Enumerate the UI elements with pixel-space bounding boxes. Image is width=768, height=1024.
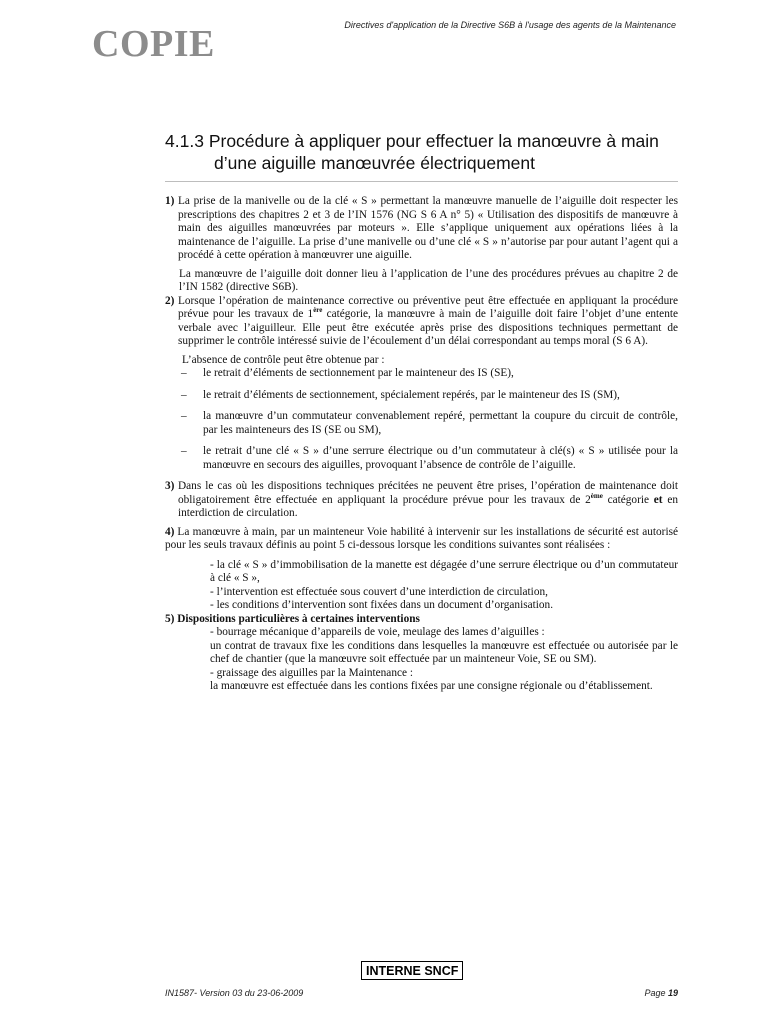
item-5-heading: 5) Dispositions particulières à certaines interventions [165, 612, 420, 625]
item-5-sub2: - graissage des aiguilles par la Maintenance : [210, 666, 413, 679]
item-1-text: La prise de la manivelle ou de la clé « S » permettant la manœuvre manuelle de l’aiguille doit respecter les prescriptions des chapitres 2 et 3 de l’IN 1576 (NG S 6 A n° 5) « Utilisation des dispositifs de manœuvre à main des aiguilles manœuvrées par moteurs ». Elle s’applique uniquement aux opérations liées à la maintenance de l’aiguille. La prise d’une manivelle ou d’une clé « S » n’autorise par pour autant l’agent qui a procédé à cette opération à manœuvrer une aiguille. [178, 195, 678, 261]
list-item: – la manœuvre d’un commutateur convenablement repéré, permettant la coupure du circuit de contrôle, par les mainteneurs des IS (SE ou SM), [181, 410, 678, 436]
list-item: – le retrait d’éléments de sectionnement, spécialement repérés, par le mainteneur des IS (SM), [181, 388, 620, 401]
dash-bullet: – [181, 410, 187, 422]
copy-stamp: COPIE [92, 23, 215, 65]
item-4-text: 4) La manœuvre à main, par un mainteneur Voie habilité à intervenir sur les installations de sécurité est autorisé pour les seuls travaux définis au point 5 ci-dessous lorsque les conditions suivantes sont réalisées : [165, 525, 678, 551]
classification-badge: INTERNE SNCF [361, 961, 463, 980]
item-number: 2) [165, 294, 175, 307]
header-note: Directives d'application de la Directive S6B à l'usage des agents de la Maintenance [344, 20, 676, 30]
section-number: 4.1.3 [165, 131, 204, 151]
section-title-line2: d’une aiguille manœuvrée électriquement [214, 153, 536, 173]
document-reference: IN1587- Version 03 du 23-06-2009 [165, 988, 304, 998]
dash-bullet: – [181, 367, 187, 379]
condition-item: - l’intervention est effectuée sous couvert d’une interdiction de circulation, [210, 585, 548, 598]
section-title [165, 130, 685, 174]
item-number: 4) [165, 525, 175, 538]
item-1 [165, 195, 678, 263]
item-number: 1) [165, 195, 175, 207]
condition-item: - les conditions d’intervention sont fixées dans un document d’organisation. [210, 599, 554, 611]
dash-bullet: – [181, 445, 187, 457]
page-number: Page 19 [644, 988, 678, 998]
item-3 [165, 480, 678, 521]
list-item: – le retrait d’une clé « S » d’une serrure électrique ou d’un commutateur à clé(s) « S » utilisée pour la manœuvre en secours des aiguilles, provoquant l’absence de contrôle de l’aiguille. [181, 445, 678, 471]
item-5-sub1-text: un contrat de travaux fixe les conditions dans lesquelles la manœuvre est effectuée ou autorisée par le chef de chantier (que la manœuvre soit effectuée par un mainteneur Voie, SE ou SM). [210, 639, 678, 665]
item-3-text: Dans le cas où les dispositions techniques précitées ne peuvent être prises, l’opération de maintenance doit obligatoirement être effectuée en appliquant la procédure prévue pour les travaux de 2ème catégorie et en interdiction de circulation. [178, 480, 678, 519]
item-2-intro: L’absence de contrôle peut être obtenue par : [182, 353, 385, 366]
item-5-sub1: - bourrage mécanique d’appareils de voie, meulage des lames d’aiguilles : [210, 626, 545, 638]
item-1-paragraph: La manœuvre de l’aiguille doit donner lieu à l’application de l’une des procédures prévues au chapitre 2 de l’IN 1582 (directive S6B). [179, 267, 678, 293]
title-divider [165, 181, 678, 182]
document-body [165, 195, 678, 694]
item-number: 3) [165, 480, 175, 492]
item-5-sub2-text: la manœuvre est effectuée dans les contions fixées par une consigne régionale ou d’établissement. [210, 680, 653, 692]
item-4 [165, 526, 678, 553]
list-item: – le retrait d’éléments de sectionnement par le mainteneur des IS (SE), [181, 367, 514, 379]
dash-bullet: – [181, 388, 187, 401]
item-2 [165, 295, 678, 349]
item-2-text: Lorsque l’opération de maintenance corrective ou préventive peut être effectuée en appliquant la procédure prévue pour les travaux de 1ère catégorie, la manœuvre à main de l’aiguille doit faire l’objet d’une entente verbale avec l’aiguilleur. Elle peut être exécutée après prise des dispositions techniques permettant de supprimer le contrôle intéressé suivie de l’écoulement d’un délai correspondant au temps moral (S 6 A). [178, 294, 678, 347]
section-title-line1: Procédure à appliquer pour effectuer la manœuvre à main [208, 131, 659, 151]
condition-item: - la clé « S » d’immobilisation de la manette est dégagée d’une serrure électrique ou d’un commutateur à clé « S », [210, 558, 678, 584]
